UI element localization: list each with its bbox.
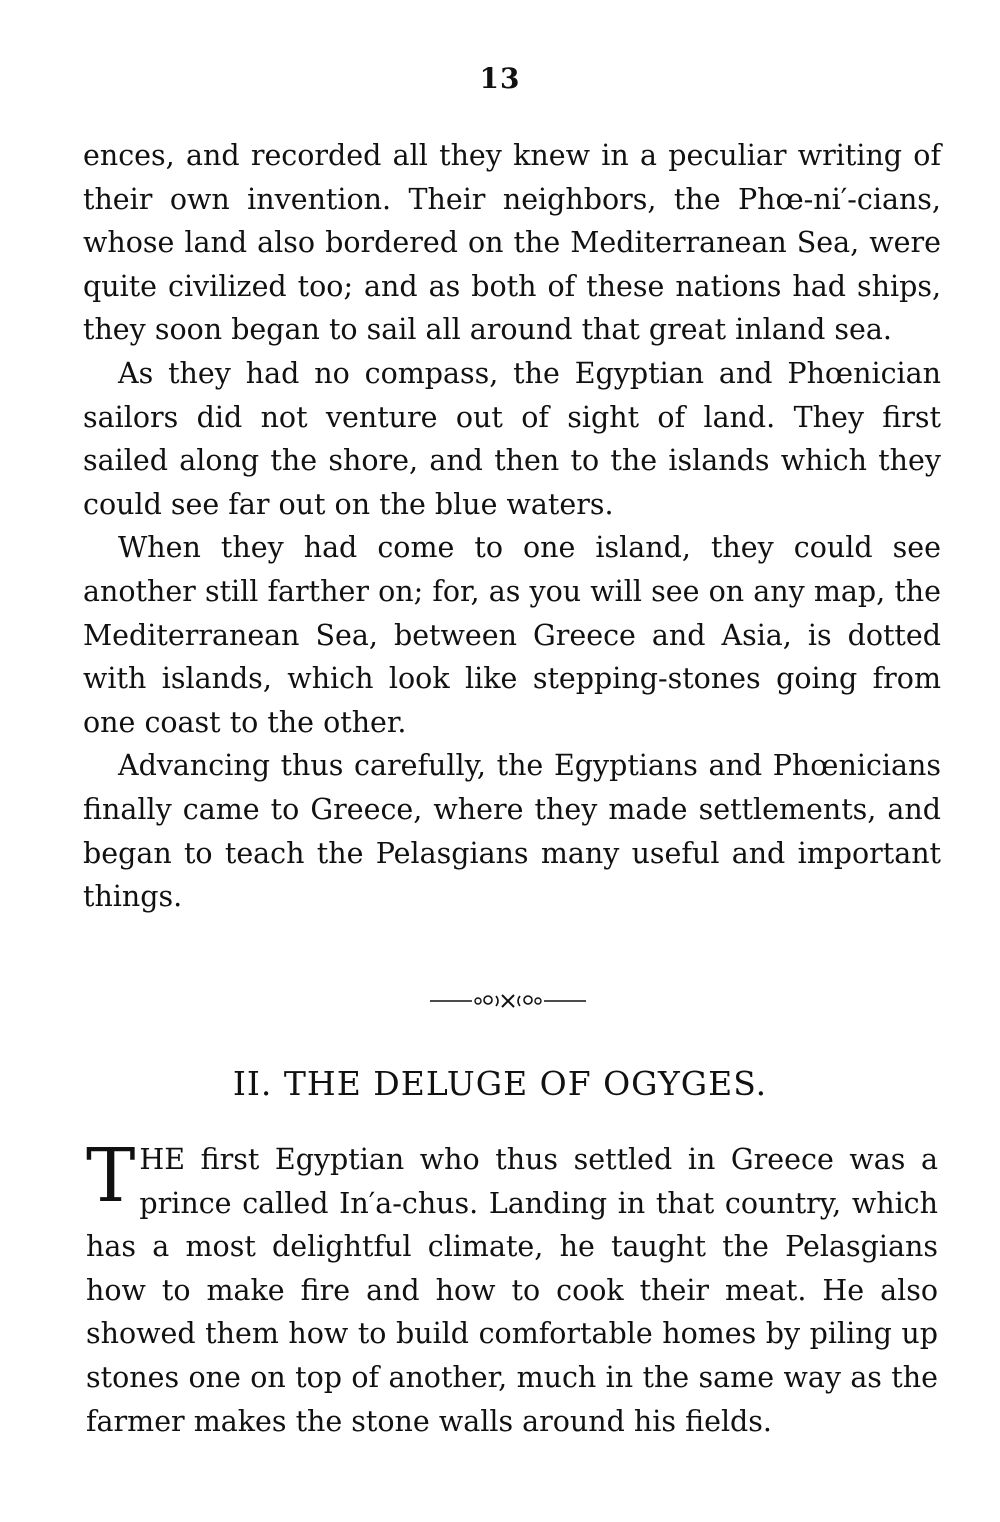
paragraph-4: Advancing thus carefully, the Egyptians and Phœnicians finally came to Greece, where they made settlements, and began to teach the Pelasgians many useful and important things.	[83, 749, 941, 914]
page-number: 13	[479, 62, 521, 95]
paragraph-2: As they had no compass, the Egyptian and Phœnician sailors did not venture out of sight of land. They first sailed along the shore, and then to the islands which they could see far out on the blue waters.	[83, 356, 941, 521]
chapter-paragraph-1-text: first Egyptian who thus settled in Greece was a prince called In′a-chus. Landing in that country, which has a most delightful climate, he taught the Pelasgians how to make fire and how to cook their meat. He also showed them how to build comfortable homes by piling up stones one on top of another, much in the same way as the farmer makes the stone walls around his fields.	[86, 1143, 938, 1438]
section-divider-ornament-icon	[428, 985, 588, 1015]
chapter-paragraph-1	[86, 1133, 938, 1443]
section-text	[83, 134, 941, 919]
drop-cap: T	[86, 1133, 136, 1219]
paragraph-3: When they had come to one island, they could see another still farther on; for, as you will see on any map, the Mediterranean Sea, between Greece and Asia, is dotted with islands, which look like stepping-stones going from one coast to the other.	[83, 531, 941, 739]
chapter-title: II. THE DELUGE OF OGYGES.	[232, 1064, 768, 1103]
chapter-text	[86, 1133, 938, 1443]
first-word-rest: HE	[139, 1143, 186, 1176]
paragraph-1: ences, and recorded all they knew in a peculiar writing of their own invention. Their neighbors, the Phœ-ni′-cians, whose land also bordered on the Mediterranean Sea, were quite civilized too; and as both of these nations had ships, they soon began to sail all around that great inland sea.	[83, 139, 941, 347]
